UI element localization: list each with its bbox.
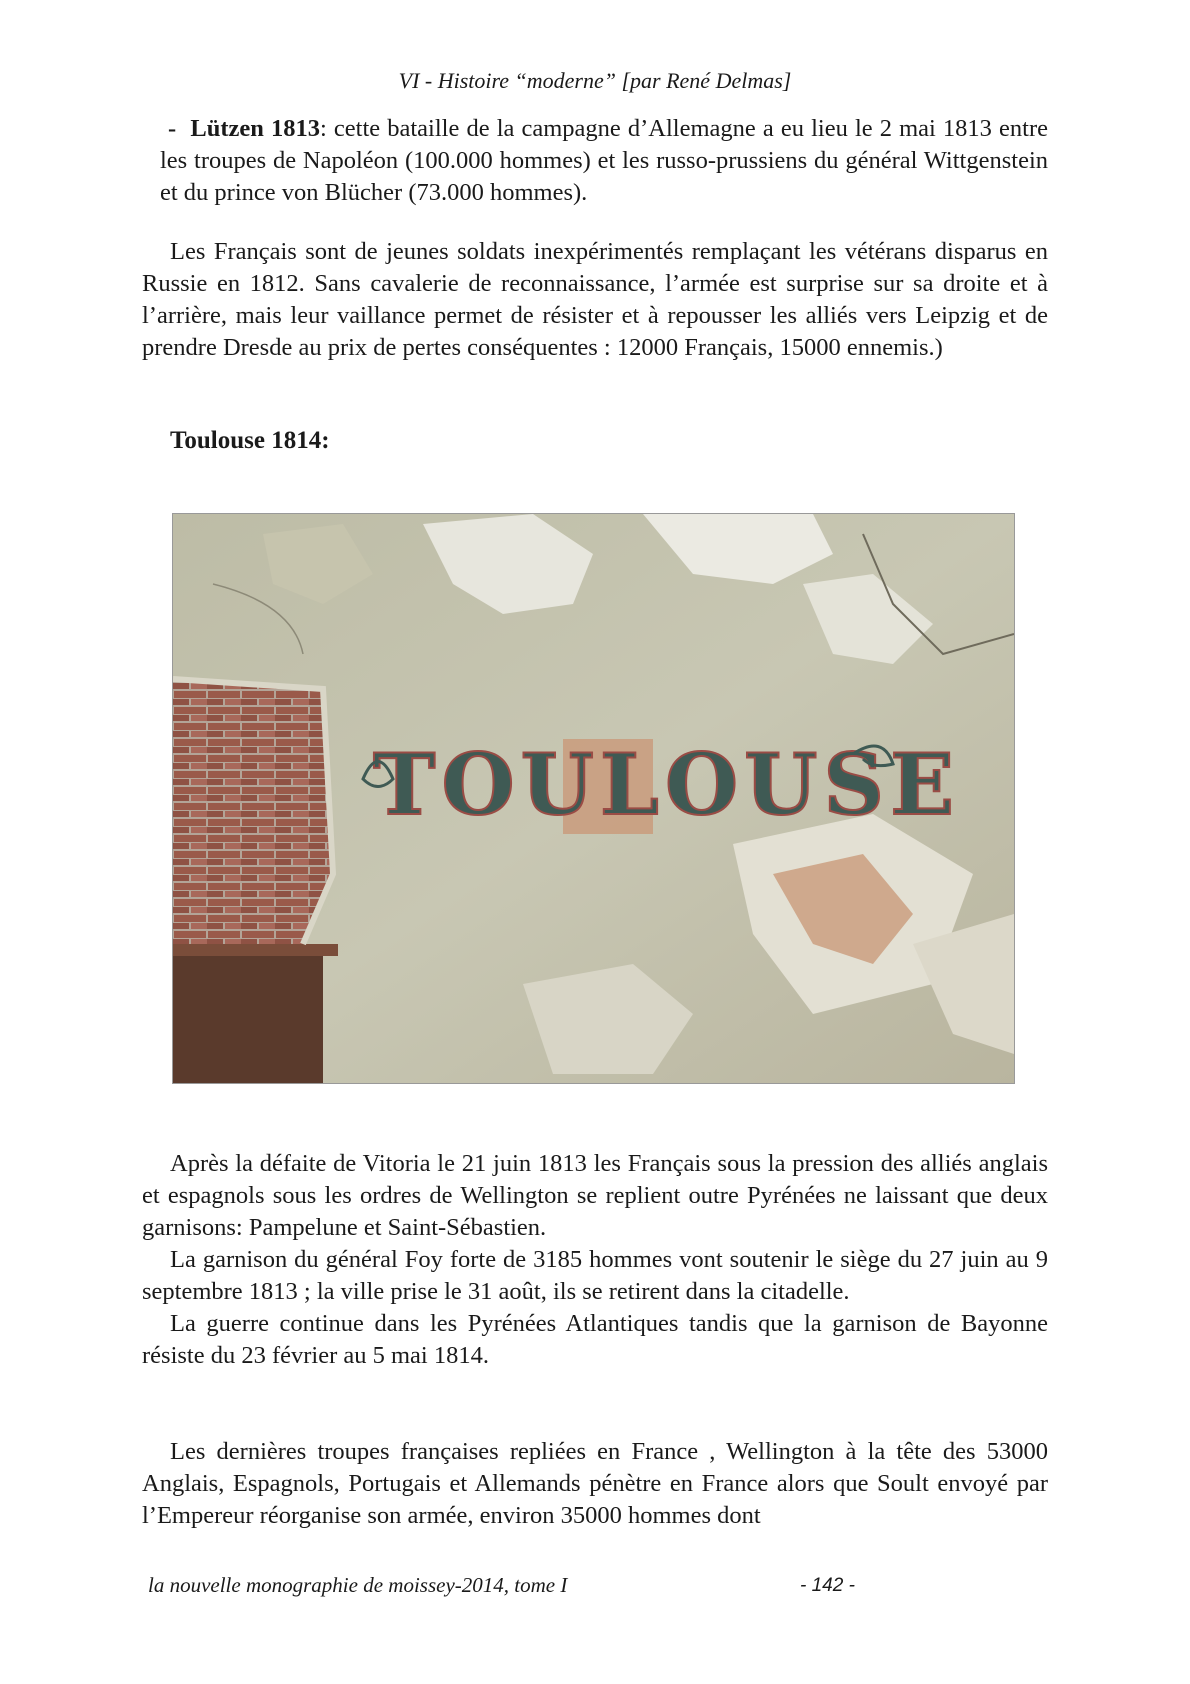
- paragraph: La garnison du général Foy forte de 3185 hommes vont soutenir le siège du 27 juin au 9 septembre 1813 ; la ville prise le 31 août, ils se retirent dans la citadelle.: [142, 1246, 1048, 1305]
- toulouse-wall-photo: [173, 514, 1014, 1083]
- text-block-bottom: [142, 1436, 1048, 1532]
- paragraph: La guerre continue dans les Pyrénées Atlantiques tandis que la garnison de Bayonne résiste du 23 février au 5 mai 1814.: [142, 1310, 1048, 1369]
- paragraph: Les dernières troupes françaises repliées en France , Wellington à la tête des 53000 Anglais, Espagnols, Portugais et Allemands pénètre en France alors que Soult envoyé par l’Empereur réorganise son armée, environ 35000 hommes dont: [142, 1438, 1048, 1529]
- paragraph: Après la défaite de Vitoria le 21 juin 1813 les Français sous la pression des alliés anglais et espagnols sous les ordres de Wellington se replient outre Pyrénées ne laissant que deux garnisons: Pampelune et Saint-Sébastien.: [142, 1150, 1048, 1241]
- page-number: - 142 -: [800, 1575, 855, 1596]
- lutzen-text: : cette bataille de la campagne d’Allemagne a eu lieu le 2 mai 1813 entre les troupes de Napoléon (100.000 hommes) et les russo-prussiens du général Wittgenstein et du prince von Blücher (73.000 hommes).: [160, 115, 1048, 206]
- text-block-middle: [142, 1148, 1048, 1372]
- lutzen-title: Lützen 1813: [190, 115, 320, 142]
- footer-book-title: la nouvelle monographie de moissey-2014, tome I: [148, 1573, 568, 1597]
- lutzen-paragraph: [160, 113, 1048, 209]
- painted-word: TOULOUSE: [373, 735, 961, 834]
- section-title: Toulouse 1814:: [170, 427, 330, 454]
- running-header: VI - Histoire “moderne” [par René Delmas]: [398, 68, 792, 93]
- paragraph: Les Français sont de jeunes soldats inexpérimentés remplaçant les vétérans disparus en Russie en 1812. Sans cavalerie de reconnaissance, l’armée est surprise sur sa droite et à l’arrière, mais leur vaillance permet de résister et à repousser les alliés vers Leipzig et de prendre Dresde au prix de pertes conséquentes : 12000 Français, 15000 ennemis.): [142, 238, 1048, 361]
- lutzen-dash: -: [168, 115, 177, 142]
- text-block-top: [142, 236, 1048, 364]
